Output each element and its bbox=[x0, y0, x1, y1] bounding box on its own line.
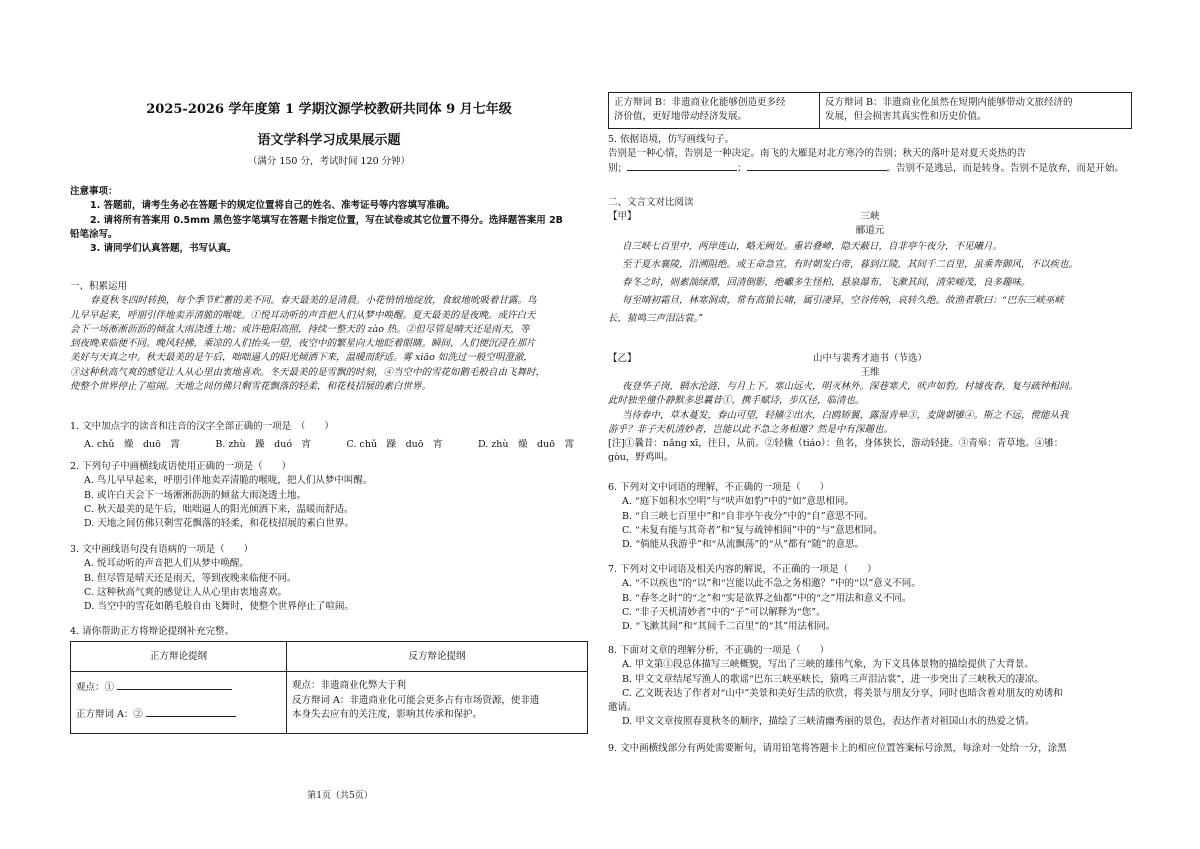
negative-text: 反方辩词 B：非遗商业化虽然在短期内能够带动文旅经济的 bbox=[825, 97, 1073, 108]
passage-line: 每至晴初霜旦，林寒涧肃，常有高猿长啸，属引凄异，空谷传响，哀转久绝。故渔者歌曰：“巴东三峡巫峡 bbox=[622, 295, 1064, 307]
question-stem: 8. 下面对文章的理解分析，不正确的一项是（ ） bbox=[608, 645, 830, 656]
question-text: 别； bbox=[608, 162, 628, 174]
question-stem: 3. 文中画线语句没有语病的一项是（ ） bbox=[70, 544, 254, 555]
passage-line: 美好与天真之中。秋天最美的是午后，咄咄逼人的阳光倾洒下来，温暖而舒适。雾 xiāo 如洗过一般空明澄澈， bbox=[70, 352, 533, 364]
option-a[interactable]: A. 悦耳动听的声音把人们从梦中唤醒。 bbox=[84, 558, 249, 570]
option-b[interactable]: B. 但尽管是晴天还是雨天，等到夜晚来临便不同。 bbox=[84, 572, 297, 584]
option-d[interactable]: D. 甲文文章按照春夏秋冬的顺序，描绘了三峡清幽秀丽的景色，表达作者对祖国山水的热爱之情。 bbox=[622, 716, 1035, 728]
negative-text: 本身失去应有的关注度，影响其传承和保护。 bbox=[292, 708, 483, 720]
question-2 bbox=[70, 460, 588, 531]
passage-author: 郦道元 bbox=[855, 225, 885, 237]
notice-item: 1. 答题前，请考生务必在答题卡的规定位置将自己的姓名、准考证号等内容填写准确。 bbox=[90, 200, 456, 212]
option-a[interactable]: A. “不以疾也”的“以”和“岂能以此不急之务相邀？”中的“以”意义不同。 bbox=[622, 578, 921, 590]
question-stem: 7. 下列对文中词语及相关内容的解说，不正确的一项是（ ） bbox=[608, 564, 877, 575]
notice-item: 铅笔涂写。 bbox=[70, 228, 118, 240]
passage-author: 王维 bbox=[860, 367, 880, 378]
affirmative-arg-label: 正方辩词 A：② bbox=[76, 708, 143, 720]
passage-tag-jia: 【甲】 bbox=[608, 211, 637, 223]
annotation-line: [注]①曩昔：nǎng xī，往日，从前。②轻鯈（tiáo）：鱼名，身体狭长，游动轻捷。③青皋：青草地。④雊： bbox=[608, 438, 1064, 449]
option-d[interactable]: D. 天地之间仿佛只剩雪花飘落的轻柔，和花枝招展的素白世界。 bbox=[84, 518, 354, 529]
passage-line: 当待春中，草木蔓发，春山可望，轻鯈②出水，白鸥矫翼，露湿青皋③，麦陇朝雊④。斯之不远，傥能从我 bbox=[622, 409, 1069, 421]
option-c[interactable]: C. 乙文既表达了作者对“山中”美景和美好生活的欣赏，将美景与朋友分享，同时也暗含着对朋友的劝诱和 bbox=[622, 687, 1063, 699]
affirmative-text: 正方辩词 B：非遗商业化能够创造更多经 bbox=[614, 97, 786, 108]
passage-title: 三峡 bbox=[860, 211, 880, 223]
exam-title: 2025-2026 学年度第 1 学期汶源学校教研共同体 9 月七年级 bbox=[146, 102, 512, 117]
exam-subtitle: （满分 150 分，考试时间 120 分钟） bbox=[247, 156, 411, 167]
passage-line: 此时独坐僮仆静默多思曩昔①，携手赋诗，步仄径，临清也。 bbox=[608, 395, 865, 407]
notice-heading: 注意事项： bbox=[70, 186, 118, 197]
question-4 bbox=[70, 625, 588, 734]
option-b[interactable]: B. “自三峡七百里中”和“自非亭午夜分”中的“自”意思不同。 bbox=[622, 510, 874, 522]
passage-line: 自三峡七百里中，两岸连山，略无阙处。重岩叠嶂，隐天蔽日，自非亭午夜分，不见曦月。 bbox=[622, 241, 1003, 253]
option-b[interactable]: B. “春冬之时”的“之”和“实是欲界之仙都”中的“之”用法和意义不同。 bbox=[622, 592, 912, 604]
option-a[interactable]: A. “庭下如积水空明”与“吠声如豹”中的“如”意思相同。 bbox=[622, 496, 855, 508]
question-stem: 5. 依据语境，仿写画线句子。 bbox=[608, 134, 735, 145]
option-b[interactable]: B. 或许白天会下一场淅淅沥沥的倾盆大雨浇透土地。 bbox=[84, 489, 307, 501]
negative-text: 反方辩词 A：非遗商业化可能会更多占有市场资源，使非遗 bbox=[292, 694, 540, 706]
passage-line: 春冬之时，则素湍绿潭，回清倒影，绝巘多生怪柏，悬泉瀑布，飞漱其间，清荣峻茂，良多趣味。 bbox=[622, 277, 1031, 289]
exam-subject-title: 语文学科学习成果展示题 bbox=[257, 133, 401, 148]
section2 bbox=[608, 196, 1132, 328]
annotation-line: gòu，野鸡叫。 bbox=[608, 452, 674, 464]
affirmative-cell bbox=[71, 672, 287, 734]
passage-line: ③这种秋高气爽的感觉让人从心里由衷地喜欢。冬天最美的是雪飘的时刻，④当空中的雪花如鹅毛般自由飞舞时， bbox=[70, 366, 546, 378]
option-c-continued: 邀请。 bbox=[608, 702, 637, 713]
option-a[interactable]: A. 鸟儿早早起来，呼朋引伴地卖弄清脆的喉咙，把人们从梦中叫醒。 bbox=[84, 475, 373, 487]
passage-line: 至于夏水襄陵，沿溯阻绝。或王命急宣，有时朝发白帝，暮到江陵，其间千二百里，虽乘奔御风，不以疾也。 bbox=[622, 259, 1079, 271]
passage-line: 儿早早起来，呼朋引伴地卖弄清脆的喉咙。①悦耳动听的声音把人们从梦中唤醒。夏天最美的是夜晚。或许白天 bbox=[70, 309, 536, 321]
option-a[interactable]: A. 甲文第①段总体描写三峡概貌，写出了三峡的雄伟气象，为下文具体景物的描绘提供了大背景。 bbox=[622, 659, 1034, 671]
option-d[interactable]: D. “倘能从我游乎”和“从流飘荡”的“从”都有“随”的意思。 bbox=[622, 539, 865, 550]
option-b[interactable]: B. 甲文文章结尾写渔人的歌谣“巴东三峡巫峡长，猿鸣三声泪沾裳”，进一步突出了三峡秋天的凄凉。 bbox=[622, 673, 1044, 685]
passage-line: 游乎？非子天机清妙者，岂能以此不急之务相邀？然是中有深趣也。 bbox=[608, 423, 894, 435]
answer-blank[interactable] bbox=[747, 170, 887, 171]
notice-item: 2. 请将所有答案用 0.5mm 黑色签字笔填写在答题卡指定位置，写在试卷或其它位置不得分。选择题答案用 2B bbox=[90, 214, 563, 226]
negative-text: 观点：非遗商业化弊大于利 bbox=[292, 680, 407, 692]
negative-text: 发展，但会损害其真实性和历史价值。 bbox=[825, 111, 987, 123]
table-header-affirmative: 正方辩论提纲 bbox=[71, 642, 287, 672]
option-c[interactable]: C. 这种秋高气爽的感觉让人从心里由衷地喜欢。 bbox=[84, 586, 287, 598]
option-d[interactable]: D. “飞漱其间”和“其间千二百里”的“其”用法相同。 bbox=[622, 621, 836, 632]
passage-line: 使整个世界停止了喧闹。天地之间仿佛只剩雪花飘落的轻柔，和花枝招展的素白世界。 bbox=[70, 380, 432, 392]
notice-section bbox=[70, 185, 588, 256]
debate-table bbox=[70, 641, 588, 734]
passage-title: 山中与裴秀才迪书（节选） bbox=[812, 353, 927, 364]
section-heading: 一、积累运用 bbox=[70, 281, 128, 292]
option-c[interactable]: C. 秋天最美的是午后，咄咄逼人的阳光倾洒下来，温暖而舒适。 bbox=[84, 503, 354, 515]
page-footer: 第1页（共5页） bbox=[307, 791, 373, 801]
answer-blank[interactable] bbox=[146, 716, 236, 717]
question-3 bbox=[70, 543, 588, 614]
negative-cell bbox=[820, 93, 1132, 129]
notice-item: 3. 请同学们认真答题，书写认真。 bbox=[90, 243, 237, 254]
option-b[interactable]: B. zhù 躁 duó 宵 bbox=[215, 439, 312, 451]
question-text: 告别是一种心情，告别是一种决定。南飞的大雁是对北方寒冷的告别；秋天的落叶是对夏天炎热的告 bbox=[608, 148, 1027, 160]
question-stem: 6. 下列对文中词语的理解，不正确的一项是（ ） bbox=[608, 482, 830, 493]
affirmative-cell bbox=[609, 93, 820, 129]
question-7 bbox=[608, 563, 1132, 634]
passage-line: 长，猿鸣三声泪沾裳。” bbox=[608, 313, 704, 325]
question-9 bbox=[608, 742, 1132, 756]
question-6 bbox=[608, 481, 1132, 552]
debate-table-continued bbox=[608, 92, 1132, 129]
passage-tag-yi: 【乙】 bbox=[608, 353, 637, 364]
affirmative-text: 济价值，更好地带动经济发展。 bbox=[614, 111, 748, 123]
question-8 bbox=[608, 644, 1132, 730]
passage-line: 会下一场淅淅沥沥的倾盆大雨浇透土地；或许艳阳高照，持续一整天的 zào 热。②但尽管是晴天还是雨天，等 bbox=[70, 323, 530, 335]
option-c[interactable]: C. chǔ 躁 duō 宵 bbox=[346, 439, 443, 451]
option-c[interactable]: C. “未复有能与其奇者”和“复与疏钟相间”中的“与”意思相同。 bbox=[622, 524, 883, 536]
question-stem: 4. 请你帮助正方将辩论提纲补充完整。 bbox=[70, 626, 235, 637]
passage-line: 到夜晚来临便不同。晚风轻拂，乘凉的人们抬头一望，夜空中的繁星向大地眨着眼睛。瞬间，人们便沉浸在那片 bbox=[70, 338, 536, 349]
section-heading: 二、文言文对比阅读 bbox=[608, 197, 694, 208]
option-d[interactable]: D. zhù 燥 duō 霄 bbox=[477, 439, 574, 451]
question-text: 。告别不是逃忌，而是转身。告别不是放弃，而是开始。 bbox=[886, 162, 1125, 174]
question-stem: 1. 文中加点字的读音和注音的汉字全部正确的一项是 （ ） bbox=[70, 421, 334, 432]
section1 bbox=[70, 280, 588, 394]
question-5: 5. 依据语境，仿写画线句子。 告别是一种心情，告别是一种决定。南飞的大雁是对北方寒冷的告别；秋天的落叶是对夏天炎热的告 别； ； 。告别不是逃忌，而是转身。告别不是放弃，而是开始。 bbox=[608, 133, 1132, 176]
option-d[interactable]: D. 当空中的雪花如鹅毛般自由飞舞时，使整个世界停止了喧闹。 bbox=[84, 601, 354, 612]
answer-blank[interactable] bbox=[117, 689, 232, 690]
passage-line: 春夏秋冬四时转换，每个季节贮蓄的美不同。春天最美的是清晨。小花悄悄地绽放，食蚁地吮吸着甘露。鸟 bbox=[90, 295, 537, 307]
question-1 bbox=[70, 420, 588, 453]
table-header-negative: 反方辩论提纲 bbox=[287, 642, 588, 672]
option-c[interactable]: C. “非子天机清妙者”中的“子”可以解释为“您”。 bbox=[622, 606, 826, 618]
passage-line: 夜登华子岗，辋水沦涟，与月上下。寒山远火，明灭林外。深巷寒犬，吠声如豹。村墟夜舂，复与疏钟相间。 bbox=[622, 381, 1079, 392]
affirmative-view-label: 观点：① bbox=[76, 682, 115, 694]
negative-cell bbox=[287, 672, 588, 734]
question-stem: 2. 下列句子中画横线成语使用正确的一项是（ ） bbox=[70, 461, 292, 472]
answer-blank[interactable] bbox=[627, 170, 737, 171]
option-a[interactable]: A. chǔ 燥 duō 霄 bbox=[84, 439, 180, 451]
question-stem: 9. 文中画横线部分有两处需要断句，请用铅笔将答题卡上的相应位置答案标号涂黑，每涂对一处给一分，涂黑 bbox=[608, 743, 1067, 754]
passage-yi bbox=[608, 352, 1132, 466]
